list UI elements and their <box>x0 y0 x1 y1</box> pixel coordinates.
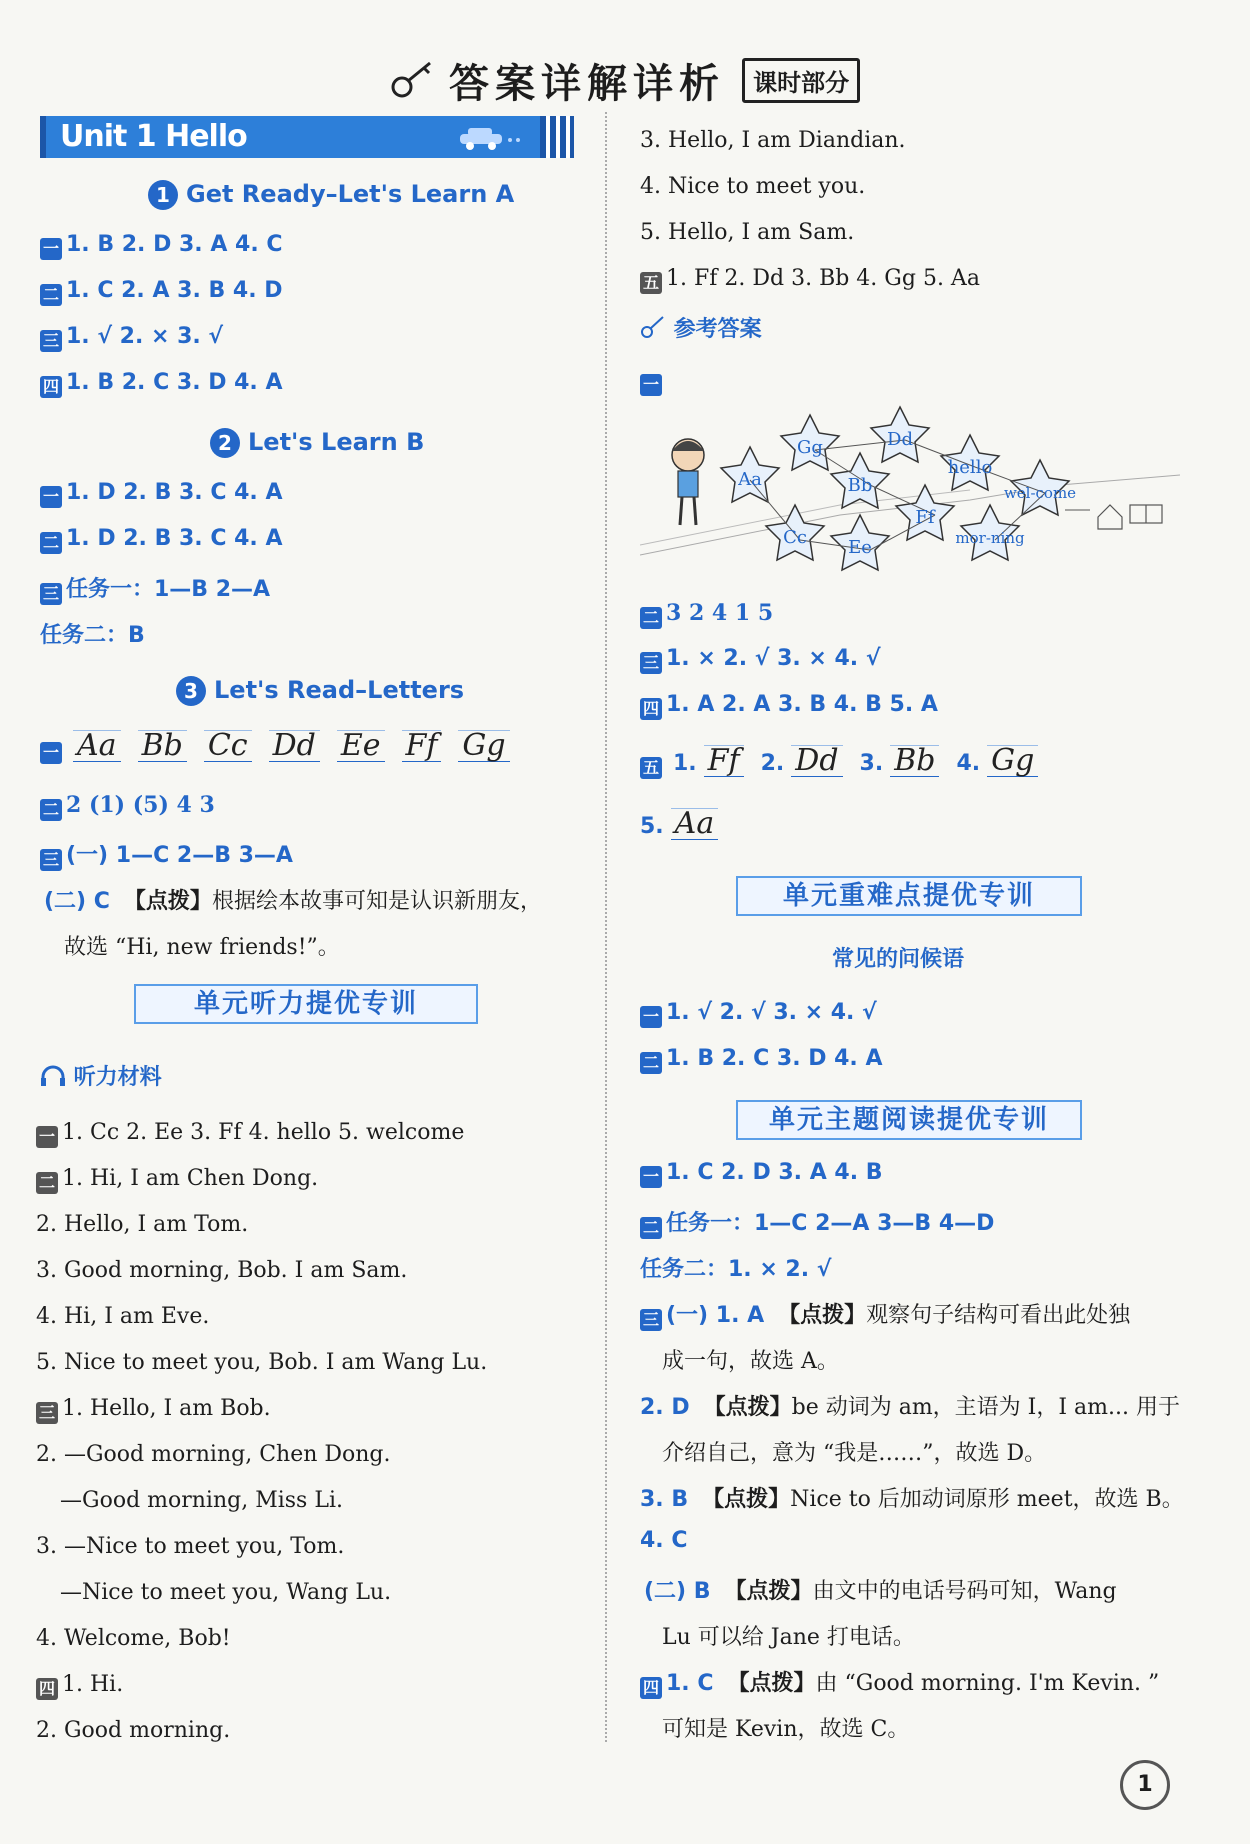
reference-answer-heading <box>640 312 762 343</box>
text-line: 3. —Nice to meet you, Tom. <box>36 1534 345 1559</box>
mark-four: 四 <box>40 376 62 398</box>
item-number: 5. <box>640 814 664 839</box>
section-1-title: Get Ready–Let's Learn A <box>186 180 515 208</box>
explanation: 成一句，故选 A。 <box>662 1349 839 1374</box>
column-divider <box>605 112 607 1742</box>
s2-q1 <box>40 480 282 508</box>
mark-one: 一 <box>640 1006 662 1028</box>
explanation: 由文中的电话号码可知，Wang <box>812 1579 1117 1604</box>
mark-three: 三 <box>36 1402 58 1424</box>
mark-two: 二 <box>40 532 62 554</box>
answer-label: 3. B <box>640 1487 689 1512</box>
star-path-illustration <box>640 405 1180 590</box>
material-4-1 <box>36 1672 123 1700</box>
listening-title: 听力材料 <box>73 1065 162 1090</box>
page-title: 答案详解详析 <box>449 61 725 107</box>
rd-q3-3 <box>640 1482 1184 1513</box>
section-1-number: 1 <box>148 180 178 210</box>
text-line: 4. Welcome, Bob! <box>36 1626 231 1651</box>
star-label: Aa <box>738 469 762 490</box>
answer-line: 4. C <box>640 1528 688 1553</box>
letter-cell: Dd <box>791 745 842 777</box>
letter-cell: Cc <box>204 730 252 762</box>
star-label: mor-ning <box>955 529 1025 547</box>
answer-line: 1. B 2. C 3. D 4. A <box>66 370 283 395</box>
answer-label: 1. C <box>666 1671 714 1696</box>
answer-line: 1. A 2. A 3. B 4. B 5. A <box>666 692 938 717</box>
answer-line: 任务二：B <box>40 623 145 648</box>
mark-one: 一 <box>40 742 62 764</box>
star-label: Ee <box>848 537 872 558</box>
explanation: 介绍自己，意为 “我是……”，故选 D。 <box>662 1441 1047 1466</box>
answer-label: 2. D <box>640 1395 690 1420</box>
item-number: 2. <box>760 751 785 776</box>
material-3-1 <box>36 1396 271 1424</box>
text-line: 4. Hi, I am Eve. <box>36 1304 210 1329</box>
mark-two: 二 <box>40 799 62 821</box>
answer-line: 1. √ 2. × 3. √ <box>66 324 224 349</box>
banner-stripes <box>540 116 574 158</box>
section-3-heading <box>176 676 464 706</box>
s1-q3 <box>40 324 223 352</box>
text-line: 2. Hello, I am Tom. <box>36 1212 249 1237</box>
letter-cell: Gg <box>987 745 1038 777</box>
key-icon <box>390 59 436 103</box>
ref-q5-5 <box>640 808 728 840</box>
mark-three: 三 <box>40 583 62 605</box>
page-number: 1 <box>1120 1760 1170 1810</box>
section-3-number: 3 <box>176 676 206 706</box>
mark-one: 一 <box>640 1166 662 1188</box>
mark-one: 一 <box>640 374 662 396</box>
unit-banner <box>40 116 574 158</box>
s2-q3 <box>40 572 270 605</box>
listening-material-heading <box>40 1060 162 1091</box>
star-label: hello <box>947 457 993 478</box>
mark-one: 一 <box>36 1126 58 1148</box>
ref-q3 <box>640 646 881 674</box>
star-label: Ff <box>915 507 935 528</box>
letter-cell: Ee <box>337 730 385 762</box>
text-line: 5. Nice to meet you, Bob. I am Wang Lu. <box>36 1350 488 1375</box>
key-points-training-box: 单元重难点提优专训 <box>736 876 1082 916</box>
answer-line: 1. D 2. B 3. C 4. A <box>66 526 283 551</box>
text-line: 2. —Good morning, Chen Dong. <box>36 1442 391 1467</box>
section-3-title: Let's Read–Letters <box>214 676 465 704</box>
section-2-number: 2 <box>210 428 240 458</box>
rd-q4-1 <box>640 1666 1159 1699</box>
letter-cell: Ff <box>402 730 442 762</box>
rd-q3-1 <box>640 1298 1130 1331</box>
tip-label: 【点拨】 <box>724 1579 813 1604</box>
s3-q2 <box>40 792 215 821</box>
explanation: be 动词为 am，主语为 I，I am... 用于 <box>791 1395 1180 1420</box>
headphones-icon <box>40 1065 66 1087</box>
reference-title: 参考答案 <box>673 317 762 342</box>
mark-two: 二 <box>40 284 62 306</box>
answer-line: (一) 1—C 2—B 3—A <box>66 843 293 868</box>
mark-five: 五 <box>640 757 662 779</box>
mark-one: 一 <box>40 238 62 260</box>
mark-two: 二 <box>640 1217 662 1239</box>
material-1 <box>36 1120 464 1148</box>
rd-q1 <box>640 1160 882 1188</box>
explanation: 由 “Good morning. I'm Kevin. ” <box>815 1671 1160 1696</box>
text-line: 2. Good morning. <box>36 1718 231 1743</box>
greetings-subheading: 常见的问候语 <box>832 947 965 972</box>
answer-line: 1. C 2. A 3. B 4. D <box>66 278 283 303</box>
item-number: 3. <box>859 751 884 776</box>
mark-three: 三 <box>40 330 62 352</box>
answer-line: 2 (1) (5) 4 3 <box>66 792 215 818</box>
mark-three: 三 <box>640 652 662 674</box>
mark-four: 四 <box>640 698 662 720</box>
mark-four: 四 <box>640 1677 662 1699</box>
rd-q2 <box>640 1206 994 1239</box>
text-line: 1. Hi. <box>62 1672 124 1697</box>
star-label: wel-come <box>1003 484 1077 502</box>
s1-q2 <box>40 278 282 306</box>
text-line: 3. Hello, I am Diandian. <box>640 128 906 153</box>
section-1-heading <box>148 180 514 210</box>
answer-line: 1. D 2. B 3. C 4. A <box>66 480 283 505</box>
letter-cell: Ff <box>704 745 744 777</box>
explanation: 故选 “Hi, new friends!”。 <box>64 935 340 960</box>
answer-line: 1. √ 2. √ 3. × 4. √ <box>666 1000 877 1025</box>
reading-training-box: 单元主题阅读提优专训 <box>736 1100 1082 1140</box>
s2-q2 <box>40 526 282 554</box>
s3-q4 <box>44 884 542 915</box>
material-5 <box>640 266 980 294</box>
boy-figure <box>672 439 704 525</box>
section-badge: 课时部分 <box>742 58 860 103</box>
answer-line: 1. B 2. D 3. A 4. C <box>66 232 283 257</box>
rd-q3-2 <box>640 1390 1180 1421</box>
material-2-1 <box>36 1166 318 1194</box>
mark-three: 三 <box>40 849 62 871</box>
s1-q4 <box>40 370 282 398</box>
unit-title: Unit 1 Hello <box>60 119 247 154</box>
tip-label: 【点拨】 <box>702 1487 791 1512</box>
mark-two: 二 <box>640 1052 662 1074</box>
page-header <box>0 52 1250 109</box>
letter-cell: Aa <box>671 808 719 840</box>
section-2-title: Let's Learn B <box>248 428 425 456</box>
answer-label: (一) 1. A <box>666 1303 765 1328</box>
mark-one: 一 <box>40 486 62 508</box>
house-icon <box>1098 505 1162 529</box>
letter-cell: Bb <box>138 730 187 762</box>
ref-q2 <box>640 600 773 629</box>
answer-line: 1. C 2. D 3. A 4. B <box>666 1160 883 1185</box>
answer-line: 3 2 4 1 5 <box>666 600 774 626</box>
explanation: Lu 可以给 Jane 打电话。 <box>662 1625 915 1650</box>
tip-label: 【点拨】 <box>778 1303 867 1328</box>
answer-line: 1. B 2. C 3. D 4. A <box>666 1046 883 1071</box>
ref-q1 <box>640 368 666 396</box>
tip-label: 【点拨】 <box>123 889 212 914</box>
letters-row <box>40 730 520 764</box>
text-line: 4. Nice to meet you. <box>640 174 866 199</box>
answer-label: (二) C <box>44 889 110 914</box>
mark-two: 二 <box>640 607 662 629</box>
text-line: 3. Good morning, Bob. I am Sam. <box>36 1258 408 1283</box>
tip-label: 【点拨】 <box>727 1671 816 1696</box>
answer-line: 任务一：1—B 2—A <box>66 577 271 602</box>
explanation: 根据绘本故事可知是认识新朋友， <box>211 889 542 914</box>
text-line: 1. Ff 2. Dd 3. Bb 4. Gg 5. Aa <box>666 266 980 291</box>
letter-cell: Aa <box>73 730 121 762</box>
explanation: 可知是 Kevin，故选 C。 <box>662 1717 910 1742</box>
mark-four: 四 <box>36 1678 58 1700</box>
tip-label: 【点拨】 <box>703 1395 792 1420</box>
text-line: —Good morning, Miss Li. <box>60 1488 343 1513</box>
star-label: Dd <box>887 429 913 450</box>
s3-q3 <box>40 838 293 871</box>
section-2-heading <box>210 428 424 458</box>
answer-line: 1. × 2. √ 3. × 4. √ <box>666 646 881 671</box>
kp-q1 <box>640 1000 877 1028</box>
ref-q4 <box>640 692 938 720</box>
letter-cell: Bb <box>890 745 939 777</box>
mark-two: 二 <box>36 1172 58 1194</box>
rd-q3-b <box>644 1574 1117 1605</box>
star-label: Gg <box>797 437 823 458</box>
ref-q5 <box>640 745 1048 779</box>
explanation: 观察句子结构可看出此处独 <box>866 1303 1131 1328</box>
star-label: Bb <box>847 475 873 496</box>
text-line: —Nice to meet you, Wang Lu. <box>60 1580 392 1605</box>
answer-label: (二) B <box>644 1579 711 1604</box>
star-label: Cc <box>783 527 807 548</box>
text-line: 5. Hello, I am Sam. <box>640 220 855 245</box>
letter-cell: Gg <box>458 730 509 762</box>
text-line: 1. Cc 2. Ee 3. Ff 4. hello 5. welcome <box>62 1120 465 1145</box>
letter-cell: Dd <box>269 730 320 762</box>
mark-five: 五 <box>640 272 662 294</box>
explanation: Nice to 后加动词原形 meet，故选 B。 <box>790 1487 1184 1512</box>
mark-three: 三 <box>640 1309 662 1331</box>
car-icon <box>456 126 526 152</box>
answer-line: 任务一：1—C 2—A 3—B 4—D <box>666 1211 995 1236</box>
listening-training-box: 单元听力提优专训 <box>134 984 478 1024</box>
text-line: 1. Hi, I am Chen Dong. <box>62 1166 319 1191</box>
kp-q2 <box>640 1046 882 1074</box>
s1-q1 <box>40 232 282 260</box>
key-icon <box>640 315 666 339</box>
item-number: 4. <box>956 751 981 776</box>
item-number: 1. <box>673 751 697 776</box>
answer-line: 任务二：1. × 2. √ <box>640 1257 832 1282</box>
s2-q4 <box>40 618 145 649</box>
text-line: 1. Hello, I am Bob. <box>62 1396 271 1421</box>
